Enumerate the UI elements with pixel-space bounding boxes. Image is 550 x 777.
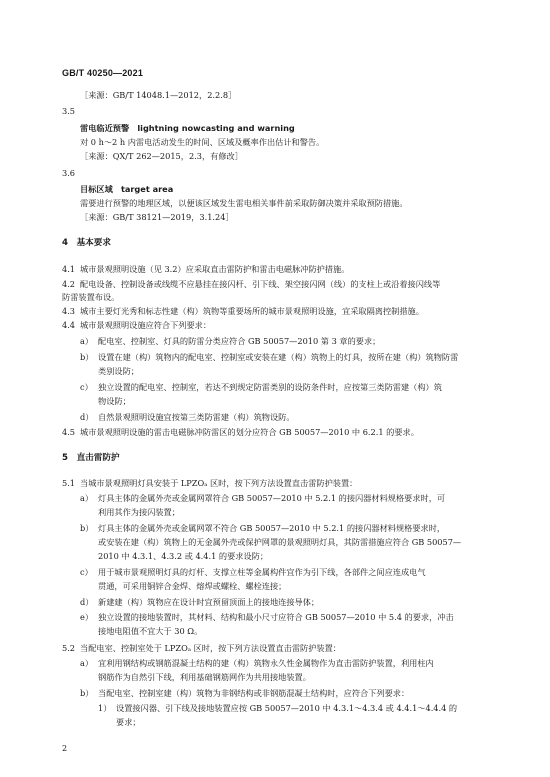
term-definition: 需要进行预警的地理区域，以便该区域发生雷电相关事件前采取防御决策并采取预防措施。	[80, 198, 408, 208]
term-title	[80, 184, 173, 195]
list-label: a）	[80, 658, 94, 668]
clause-number: 4.1	[62, 264, 76, 274]
clause-text: 当配电室、控制室处于 LPZOₐ 区时，按下列方法设置直击雷防护装置：	[80, 643, 341, 653]
clause-text: 防雷装置布设。	[62, 292, 120, 302]
standard-number: GB/T 40250—2021	[62, 68, 144, 78]
list-item: 独立设置的配电室、控制室，若达不到规定防雷类别的设防条件时，应按第三类防雷建（构）筑	[98, 382, 442, 392]
list-label: d）	[80, 412, 94, 422]
clause-number: 5.1	[62, 478, 76, 488]
term-title-en: target area	[120, 184, 174, 194]
clause-number: 4.3	[62, 306, 76, 316]
term-source: ［来源：GB/T 38121—2019，3.1.24］	[80, 212, 234, 222]
list-item: 类别设防；	[98, 366, 139, 376]
term-number: 3.6	[62, 168, 76, 178]
list-item: 独立设置的接地装置时，其材料、结构和最小尺寸应符合 GB 50057—2010 中 5.4 的要求，冲击	[98, 612, 454, 622]
clause-text: 城市景观照明设施的雷击电磁脉冲防雷区的划分应符合 GB 50057—2010 中 6.2.1 的要求。	[80, 427, 419, 437]
clause-text: 城市景观照明设施（见 3.2）应采取直击雷防护和雷击电磁脉冲防护措施。	[80, 264, 350, 274]
list-item: 或安装在建（构）筑物上的无金属外壳或保护网罩的景观照明灯具，其防雷措施应符合 GB 50057—	[98, 537, 462, 547]
list-label: 1）	[98, 703, 112, 713]
clause-number: 4.2	[62, 279, 76, 289]
list-item: 利用其作为接闪装置；	[98, 507, 180, 517]
term-title-en: lightning nowcasting and warning	[137, 123, 295, 133]
list-label: c）	[80, 382, 93, 392]
section-heading: 4 基本要求	[62, 238, 111, 248]
list-item: 设置在建（构）筑物内的配电室、控制室或安装在建（构）筑物上的灯具，按所在建（构）筑物防雷	[98, 352, 459, 362]
list-item: 设置接闪器、引下线及接地装置应按 GB 50057—2010 中 4.3.1～4.3.4 或 4.4.1～4.4.4 的	[116, 703, 458, 713]
term-title	[80, 123, 295, 134]
clause-number: 4.5	[62, 427, 76, 437]
list-label: c）	[80, 567, 93, 577]
page-number: 2	[62, 744, 68, 753]
term-source: ［来源：QX/T 262—2015，2.3，有修改］	[80, 151, 243, 161]
list-item: 新建建（构）筑物应在设计时宜预留顶面上的接地连接导体；	[98, 597, 320, 607]
clause-text: 城市景观照明设施应符合下列要求：	[80, 320, 212, 330]
term-number: 3.5	[62, 106, 76, 116]
term-definition: 对 0 h～2 h 内雷电活动发生的时间、区域及概率作出估计和警告。	[80, 137, 325, 147]
list-item: 自然景观照明设施宜按第三类防雷建（构）筑物设防。	[98, 412, 295, 422]
list-item: 用于城市景观照明灯具的灯杆、支撑立柱等金属构件宜作为引下线，各部件之间应连成电气	[98, 567, 426, 577]
list-label: b）	[80, 688, 94, 698]
list-label: a）	[80, 336, 94, 346]
clause-number: 4.4	[62, 320, 76, 330]
list-item: 宜利用钢结构或钢筋混凝土结构的建（构）筑物永久性金属物作为直击雷防护装置，利用柱内	[98, 658, 434, 668]
clause-number: 5.2	[62, 643, 76, 653]
list-label: e）	[80, 612, 94, 622]
list-item: 贯通，可采用铜锌合金焊、熔焊或螺栓、螺栓连接；	[98, 581, 287, 591]
list-label: a）	[80, 493, 94, 503]
list-item: 钢筋作为自然引下线，利用基础钢筋网作为共用接地装置。	[98, 672, 311, 682]
list-item: 接地电阻值不宜大于 30 Ω。	[98, 626, 203, 636]
list-item: 要求；	[116, 717, 141, 727]
list-item: 灯具主体的金属外壳或金属网罩符合 GB 50057—2010 中 5.2.1 的接闪器材料规格要求时，可	[98, 493, 446, 503]
list-label: b）	[80, 352, 94, 362]
term-title-zh: 雷电临近预警	[80, 123, 130, 133]
section-heading: 5 直击雷防护	[62, 453, 120, 463]
top-source: ［来源：GB/T 14048.1—2012，2.2.8］	[80, 90, 237, 100]
list-item: 物设防；	[98, 396, 131, 406]
list-label: d）	[80, 597, 94, 607]
list-item: 灯具主体的金属外壳或金属网罩不符合 GB 50057—2010 中 5.2.1 的接闪器材料规格要求时，	[98, 523, 446, 533]
clause-text: 配电设备、控制设备或线缆不应悬挂在接闪杆、引下线、架空接闪网（线）的支柱上或沿着接闪线等	[80, 279, 441, 289]
clause-text: 城市主要灯光秀和标志性建（构）筑物等重要场所的城市景观照明设施，宜采取隔离控制措施。	[80, 306, 424, 316]
list-item: 配电室、控制室、灯具的防雷分类应符合 GB 50057—2010 第 3 章的要求；	[98, 336, 381, 346]
list-item: 当配电室、控制室建（构）筑物为非钢结构或非钢筋混凝土结构时，应符合下列要求：	[98, 688, 410, 698]
term-title-zh: 目标区域	[80, 184, 113, 194]
list-item: 2010 中 4.3.1、4.3.2 或 4.4.1 的要求设防；	[98, 551, 269, 561]
list-label: b）	[80, 523, 94, 533]
clause-text: 当城市景观照明灯具安装于 LPZOₐ 区时，按下列方法设置直击雷防护装置：	[80, 478, 358, 488]
